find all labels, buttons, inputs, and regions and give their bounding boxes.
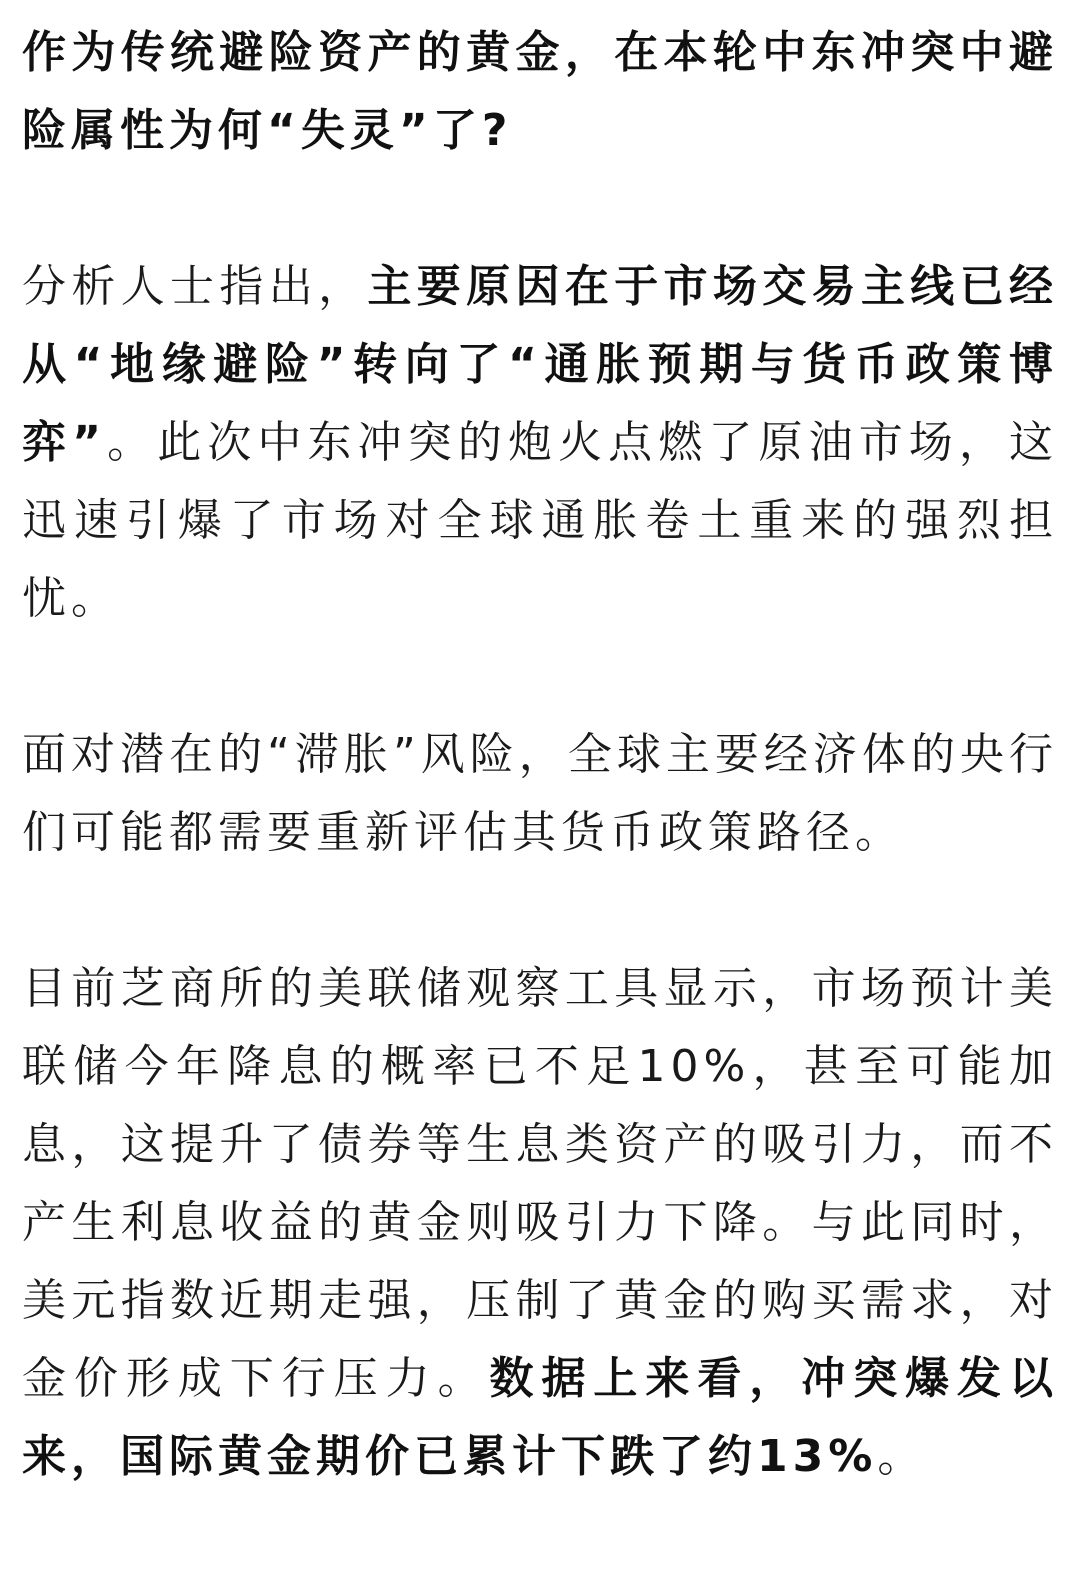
headline-text: 作为传统避险资产的黄金，在本轮中东冲突中避险属性为何“失灵”了? (22, 27, 1058, 156)
paragraph-stagflation (22, 716, 1058, 872)
fed-outlook-text: 目前芝商所的美联储观察工具显示，市场预计美联储今年降息的概率已不足10%，甚至可能加息，这提升了债券等生息类资产的吸引力，而不产生利息收益的黄金则吸引力下降。与此同时，美元指数近期走强，压制了黄金的购买需求，对金价形成下行压力。 (22, 963, 1058, 1404)
fed-outlook-end: 。 (877, 1431, 927, 1482)
analysis-intro: 分析人士指出， (22, 261, 368, 312)
gold-decline-highlight: 数据上来看，冲突爆发以来，国际黄金期价已累计下跌了约13% (22, 1353, 1059, 1482)
analysis-detail: 。此次中东冲突的炮火点燃了原油市场，这迅速引爆了市场对全球通胀卷土重来的强烈担忧。 (22, 417, 1059, 624)
paragraph-fed-outlook (22, 950, 1058, 1496)
paragraph-headline (22, 14, 1058, 170)
analysis-key-point: 主要原因在于市场交易主线已经从“地缘避险”转向了“通胀预期与货币政策博弈” (22, 261, 1059, 468)
stagflation-text: 面对潜在的“滞胀”风险，全球主要经济体的央行们可能都需要重新评估其货币政策路径。 (22, 729, 1058, 858)
paragraph-analysis (22, 248, 1058, 638)
